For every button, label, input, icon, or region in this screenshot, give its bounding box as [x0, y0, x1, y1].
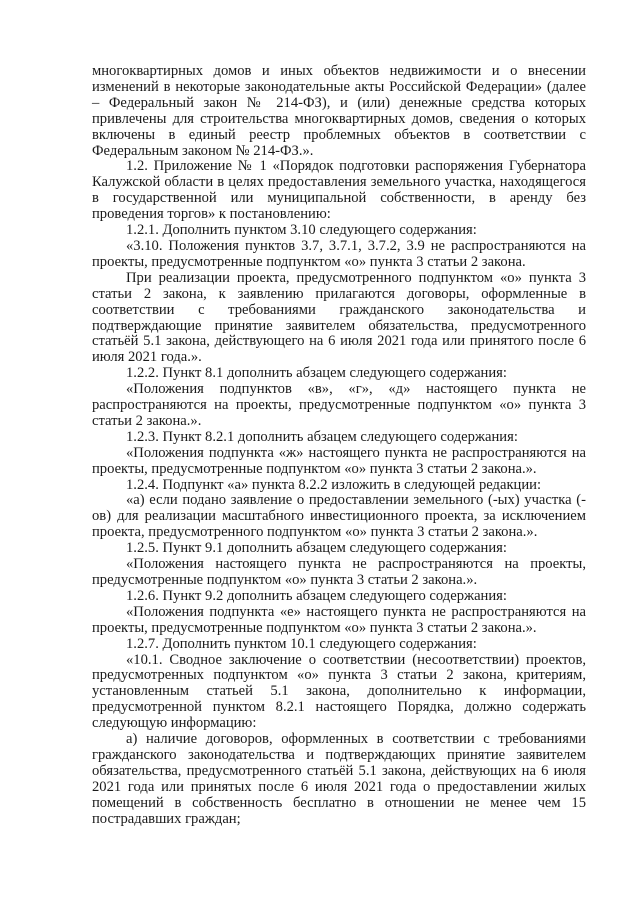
paragraph-quote-9-1: «Положения настоящего пункта не распространяются на проекты, предусмотренные подпунктом «о» пункта 3 статьи 2 закона.». — [92, 556, 586, 588]
document-body — [92, 64, 586, 828]
paragraph-quote-3-10: «3.10. Положения пунктов 3.7, 3.7.1, 3.7.2, 3.9 не распространяются на проекты, предусмотренные подпунктом «о» пункта 3 статьи 2 закона. — [92, 237, 586, 270]
paragraph-item-1-2-5: 1.2.5. Пункт 9.1 дополнить абзацем следующего содержания: — [126, 540, 507, 557]
paragraph-subitem-a: а) наличие договоров, оформленных в соответствии с требованиями гражданского законодательства и подтверждающих принятие заявителем обязательства, предусмотренного статьёй 5.1 закона, действующих на 6 июля 2021 года или принятых после 6 июля 2021 года о предоставлении жилых помещений в собственность бесплатно в отношении не менее чем 15 пострадавших граждан; — [92, 731, 586, 827]
paragraph-project-implementation: При реализации проекта, предусмотренного подпунктом «о» пункта 3 статьи 2 закона, к заявлению прилагаются договоры, оформленные в соответствии с требованиями гражданского законодательства и подтверждающие принятие заявителем обязательства, предусмотренного статьёй 5.1 закона, действующего на 6 июля 2021 года или принятого после 6 июля 2021 года.». — [92, 269, 586, 366]
paragraph-item-1-2-2: 1.2.2. Пункт 8.1 дополнить абзацем следующего содержания: — [126, 365, 507, 382]
paragraph-continuation: многоквартирных домов и иных объектов недвижимости и о внесении изменений в некоторые законодательные акты Российской Федерации» (далее – Федеральный закон № 214-ФЗ), и (или) денежные средства которых привлечены для строительства многоквартирных домов, сведения о которых включены в единый реестр проблемных объектов в соответствии с Федеральным законом № 214-ФЗ.». — [92, 63, 586, 159]
paragraph-quote-8-2-2: «а) если подано заявление о предоставлении земельного (-ых) участка (-ов) для реализации масштабного инвестиционного проекта, за исключением проекта, предусмотренного подпунктом «о» пункта 3 статьи 2 закона.». — [92, 492, 586, 541]
paragraph-quote-9-2: «Положения подпункта «е» настоящего пункта не распространяются на проекты, предусмотренные подпунктом «о» пункта 3 статьи 2 закона.». — [92, 603, 586, 636]
paragraph-item-1-2-7: 1.2.7. Дополнить пунктом 10.1 следующего содержания: — [126, 635, 477, 652]
paragraph-item-1-2-6: 1.2.6. Пункт 9.2 дополнить абзацем следующего содержания: — [126, 587, 507, 604]
paragraph-item-1-2-1: 1.2.1. Дополнить пунктом 3.10 следующего содержания: — [126, 222, 477, 239]
paragraph-item-1-2: 1.2. Приложение № 1 «Порядок подготовки распоряжения Губернатора Калужской области в целях предоставления земельного участка, находящегося в государственной или муниципальной собственности, в аренду без проведения торгов» к постановлению: — [92, 158, 586, 223]
paragraph-quote-8-1: «Положения подпунктов «в», «г», «д» настоящего пункта не распространяются на проекты, предусмотренные подпунктом «о» пункта 3 статьи 2 закона.». — [92, 381, 586, 429]
paragraph-quote-10-1: «10.1. Сводное заключение о соответствии (несоответствии) проектов, предусмотренных подпунктом «о» пункта 3 статьи 2 закона, критериям, установленным статьей 5.1 закона, дополнительно к информации, предусмотренной пунктом 8.2.1 настоящего Порядка, должно содержать следующую информацию: — [92, 651, 586, 732]
paragraph-item-1-2-4: 1.2.4. Подпункт «а» пункта 8.2.2 изложить в следующей редакции: — [126, 476, 542, 493]
paragraph-quote-8-2-1: «Положения подпункта «ж» настоящего пункта не распространяются на проекты, предусмотренные подпунктом «о» пункта 3 статьи 2 закона.». — [92, 444, 586, 477]
paragraph-item-1-2-3: 1.2.3. Пункт 8.2.1 дополнить абзацем следующего содержания: — [126, 428, 518, 445]
